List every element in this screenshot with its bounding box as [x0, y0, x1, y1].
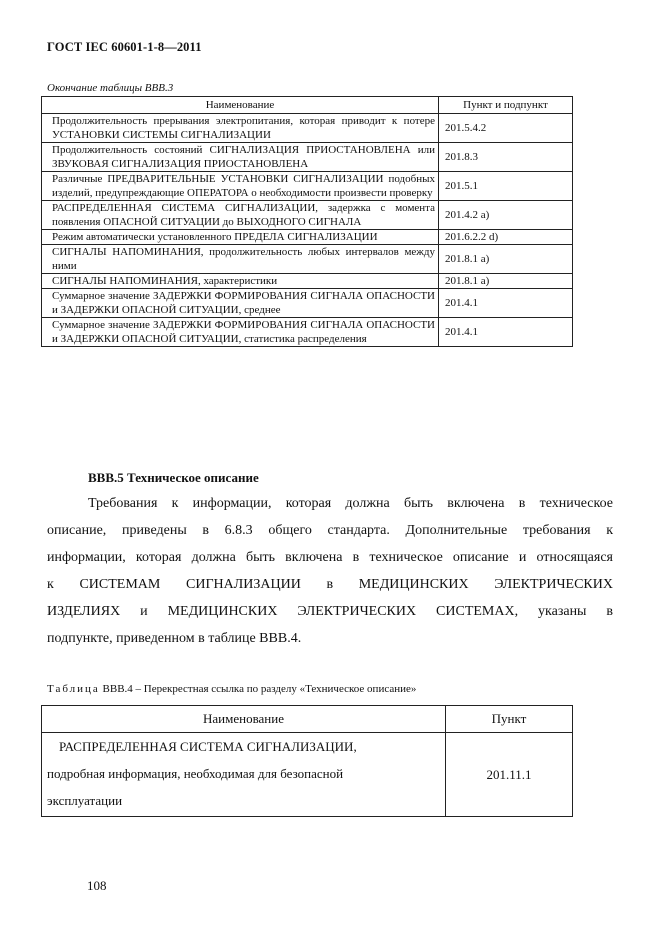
column-header-name: Наименование: [42, 706, 446, 733]
table-row: [42, 318, 573, 347]
table-bbb3-end: [41, 96, 573, 347]
row-name-line: подробная информация, необходимая для безопасной: [47, 766, 344, 781]
table-row: [42, 114, 573, 143]
table-header-row: [42, 706, 573, 733]
section-title: ВВВ.5 Техническое описание: [88, 470, 259, 485]
paragraph-line: описание, приведены в 6.8.3 общего стандарта. Дополнительные требования к: [47, 523, 613, 538]
table-row: [42, 289, 573, 318]
paragraph-line: подпункте, приведенном в таблице ВВВ.4.: [47, 631, 302, 646]
row-name: РАСПРЕДЕЛЕННАЯ СИСТЕМА СИГНАЛИЗАЦИИ, задержка с момента появления ОПАСНОЙ СИТУАЦИИ до ВЫХОДНОГО СИГНАЛА: [42, 201, 439, 230]
paragraph-line: информации, которая должна быть включена в техническое описание и относящаяся: [47, 550, 613, 565]
row-name: Суммарное значение ЗАДЕРЖКИ ФОРМИРОВАНИЯ СИГНАЛА ОПАСНОСТИ и ЗАДЕРЖКИ ОПАСНОЙ СИТУАЦИИ, среднее: [42, 289, 439, 318]
row-reference: 201.8.1 a): [439, 245, 573, 274]
row-reference: 201.5.4.2: [439, 114, 573, 143]
table-row: [42, 172, 573, 201]
table-row: [42, 733, 573, 817]
page-number: 108: [87, 878, 107, 893]
paragraph-line: ИЗДЕЛИЯХ и МЕДИЦИНСКИХ ЭЛЕКТРИЧЕСКИХ СИСТЕМАХ, указаны в: [47, 604, 613, 619]
column-header-name: Наименование: [42, 97, 439, 114]
row-name: Различные ПРЕДВАРИТЕЛЬНЫЕ УСТАНОВКИ СИГНАЛИЗАЦИИ подобных изделий, предупреждающие ОПЕРАТОРА о необходимости произвести проверку: [42, 172, 439, 201]
row-reference: 201.4.2 a): [439, 201, 573, 230]
caption-label: Таблица: [47, 683, 100, 695]
table-header-row: [42, 97, 573, 114]
row-reference: 201.11.1: [446, 733, 573, 817]
row-name: Суммарное значение ЗАДЕРЖКИ ФОРМИРОВАНИЯ СИГНАЛА ОПАСНОСТИ и ЗАДЕРЖКИ ОПАСНОЙ СИТУАЦИИ, статистика распределения: [42, 318, 439, 347]
row-reference: 201.6.2.2 d): [439, 230, 573, 245]
table-bbb4-caption: [47, 683, 416, 695]
section-paragraph: [47, 490, 613, 652]
row-reference: 201.4.1: [439, 318, 573, 347]
row-reference: 201.4.1: [439, 289, 573, 318]
table-row: [42, 230, 573, 245]
row-reference: 201.8.3: [439, 143, 573, 172]
row-name: [42, 733, 446, 817]
paragraph-line: [47, 490, 613, 517]
document-header: ГОСТ IEC 60601-1-8—2011: [47, 40, 202, 54]
row-reference: 201.8.1 a): [439, 274, 573, 289]
row-name-line: эксплуатации: [47, 793, 123, 808]
table-row: [42, 201, 573, 230]
row-name-line: РАСПРЕДЕЛЕННАЯ СИСТЕМА СИГНАЛИЗАЦИИ,: [59, 739, 357, 754]
column-header-reference: Пункт и подпункт: [439, 97, 573, 114]
row-name: Продолжительность состояний СИГНАЛИЗАЦИЯ ПРИОСТАНОВЛЕНА или ЗВУКОВАЯ СИГНАЛИЗАЦИЯ ПРИОСТАНОВЛЕНА: [42, 143, 439, 172]
column-header-reference: Пункт: [446, 706, 573, 733]
table-row: [42, 143, 573, 172]
row-name: СИГНАЛЫ НАПОМИНАНИЯ, характеристики: [42, 274, 439, 289]
table-row: [42, 274, 573, 289]
table-row: [42, 245, 573, 274]
table-bbb4: [41, 705, 573, 817]
row-name: Режим автоматически установленного ПРЕДЕЛА СИГНАЛИЗАЦИИ: [42, 230, 439, 245]
row-reference: 201.5.1: [439, 172, 573, 201]
caption-text: ВВВ.4 – Перекрестная ссылка по разделу «Техническое описание»: [102, 683, 417, 695]
row-name: Продолжительность прерывания электропитания, которая приводит к потере УСТАНОВКИ СИСТЕМЫ СИГНАЛИЗАЦИИ: [42, 114, 439, 143]
paragraph-line-text: Требования к информации, которая должна быть включена в техническое: [88, 496, 613, 511]
paragraph-line: к СИСТЕМАМ СИГНАЛИЗАЦИИ в МЕДИЦИНСКИХ ЭЛЕКТРИЧЕСКИХ: [47, 577, 613, 592]
table-caption-continuation: Окончание таблицы ВВВ.3: [47, 82, 174, 94]
row-name: СИГНАЛЫ НАПОМИНАНИЯ, продолжительность любых интервалов между ними: [42, 245, 439, 274]
